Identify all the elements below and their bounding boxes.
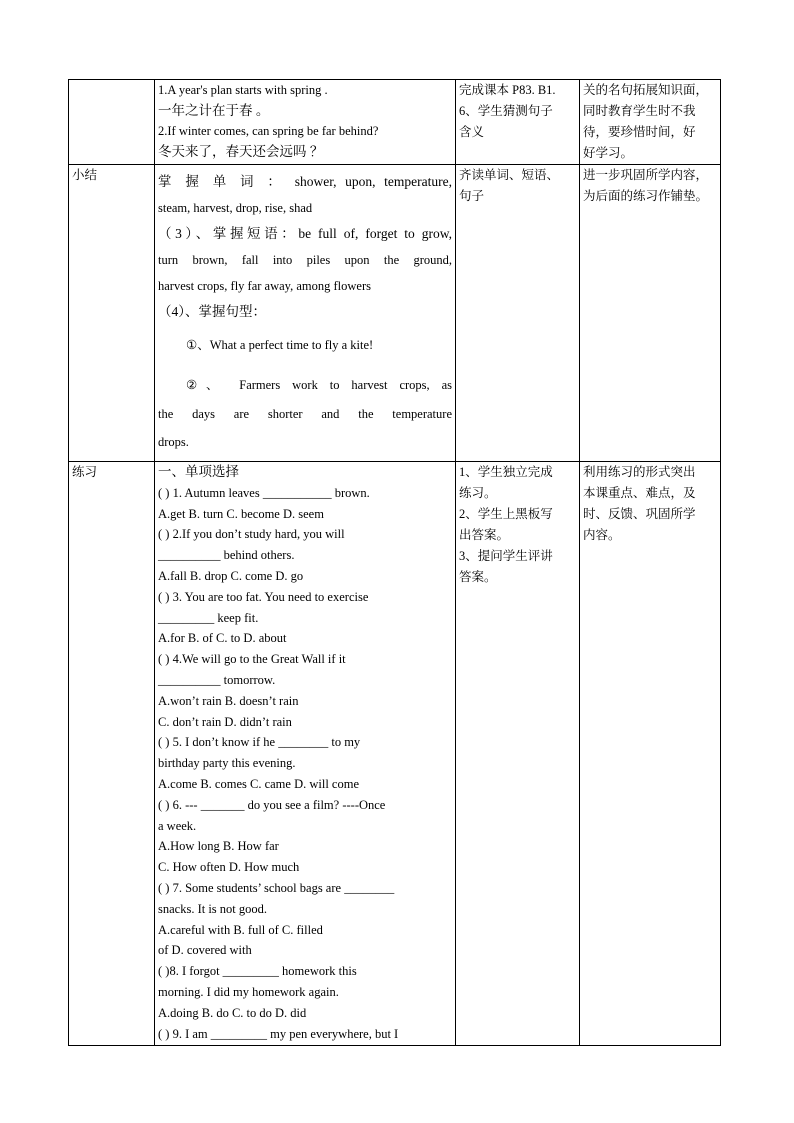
content-line: A.How long B. How far — [158, 839, 279, 854]
activity-line: 6、学生猜测句子 — [459, 104, 553, 118]
content-line: the days are shorter and the temperature — [158, 407, 452, 421]
content-line: a week. — [158, 818, 197, 833]
purpose-cell — [580, 462, 721, 1046]
content-line: A.fall B. drop C. come D. go — [158, 568, 304, 583]
content-line: A.doing B. do C. to do D. did — [158, 1005, 307, 1020]
purpose-line: 好学习。 — [583, 146, 634, 160]
content-line: ( ) 5. I don’t know if he ________ to my — [158, 735, 361, 750]
purpose-cell — [580, 80, 721, 165]
purpose-line: 为后面的练习作铺垫。 — [583, 189, 709, 203]
content-line: ( ) 6. --- _______ do you see a film? ----Once — [158, 797, 386, 812]
content-line: ( ) 4.We will go to the Great Wall if it — [158, 652, 346, 667]
activity-cell — [456, 165, 580, 462]
content-line: A.get B. turn C. become D. seem — [158, 506, 324, 521]
content-line: 冬天来了，春天还会远吗 ？ — [158, 143, 324, 159]
content-line: C. How often D. How much — [158, 860, 300, 875]
content-cell — [155, 165, 456, 462]
stage-cell — [69, 80, 155, 165]
content-line: turn brown, fall into piles upon the ground, — [158, 253, 452, 267]
content-line: __________ tomorrow. — [158, 672, 276, 687]
content-line: snacks. It is not good. — [158, 901, 268, 916]
activity-cell — [456, 80, 580, 165]
content-line: _________ keep fit. — [158, 610, 259, 625]
content-cell — [155, 462, 456, 1046]
table-row — [69, 165, 721, 462]
table-row — [69, 462, 721, 1046]
content-line: C. don’t rain D. didn’t rain — [158, 714, 292, 729]
content-line: A.for B. of C. to D. about — [158, 631, 287, 646]
activity-line: 答案。 — [459, 570, 497, 584]
content-line: A.come B. comes C. came D. will come — [158, 776, 359, 791]
content-line: 一、单项选择 — [158, 464, 239, 479]
purpose-line: 时、反馈、巩固所学 — [583, 507, 696, 521]
content-line: of D. covered with — [158, 943, 252, 958]
activity-line: 出答案。 — [459, 528, 510, 542]
activity-line: 3、提问学生评讲 — [459, 549, 553, 563]
content-line: drops. — [158, 435, 189, 449]
content-line: ①、What a perfect time to fly a kite! — [186, 338, 374, 352]
activity-line: 句子 — [459, 189, 485, 203]
content-line: ( ) 9. I am _________ my pen everywhere, but I — [158, 1026, 399, 1041]
content-line: 掌 握 单 词 ： shower, upon, temperature, — [158, 174, 452, 189]
content-line: ②、 Farmers work to harvest crops, as — [186, 378, 452, 392]
table-row — [69, 80, 721, 165]
content-line: ( ) 3. You are too fat. You need to exercise — [158, 589, 369, 604]
activity-line: 齐读单词、短语、 — [459, 168, 560, 182]
stage-label: 练习 — [69, 462, 155, 1046]
purpose-line: 本课重点、难点，及 — [583, 486, 696, 500]
purpose-cell — [580, 165, 721, 462]
content-line: ( ) 1. Autumn leaves ___________ brown. — [158, 485, 370, 500]
content-line: A.won’t rain B. doesn’t rain — [158, 693, 299, 708]
content-line: （3）、掌握短语：be full of, forget to grow, — [158, 226, 452, 241]
purpose-line: 利用练习的形式突出 — [583, 465, 696, 479]
activity-line: 完成课本 P83. B1. — [459, 83, 556, 97]
content-line: 2.If winter comes, can spring be far behind? — [158, 124, 379, 138]
content-line: （4）、掌握句型： — [158, 304, 266, 319]
content-line: birthday party this evening. — [158, 756, 296, 771]
purpose-line: 内容。 — [583, 528, 621, 542]
content-line: __________ behind others. — [158, 548, 295, 563]
purpose-line: 同时教育学生时不我 — [583, 104, 696, 118]
activity-line: 2、学生上黑板写 — [459, 507, 553, 521]
content-line: 一年之计在于春 。 — [158, 102, 270, 118]
stage-label: 小结 — [69, 165, 155, 462]
purpose-line: 进一步巩固所学内容， — [583, 168, 709, 182]
content-line: 1.A year's plan starts with spring . — [158, 83, 328, 97]
content-line: ( ) 2.If you don’t study hard, you will — [158, 527, 345, 542]
activity-line: 1、学生独立完成 — [459, 465, 553, 479]
purpose-line: 关的名句拓展知识面， — [583, 83, 709, 97]
content-line: A.careful with B. full of C. filled — [158, 922, 323, 937]
content-line: ( )8. I forgot _________ homework this — [158, 964, 357, 979]
content-line: harvest crops, fly far away, among flowers — [158, 279, 372, 293]
content-cell — [155, 80, 456, 165]
activity-cell — [456, 462, 580, 1046]
activity-line: 含义 — [459, 125, 485, 139]
lesson-plan-table — [68, 79, 721, 1046]
content-line: morning. I did my homework again. — [158, 984, 339, 999]
purpose-line: 待，要珍惜时间，好 — [583, 125, 696, 139]
activity-line: 练习。 — [459, 486, 497, 500]
content-line: steam, harvest, drop, rise, shad — [158, 201, 313, 215]
content-line: ( ) 7. Some students’ school bags are ________ — [158, 880, 395, 895]
